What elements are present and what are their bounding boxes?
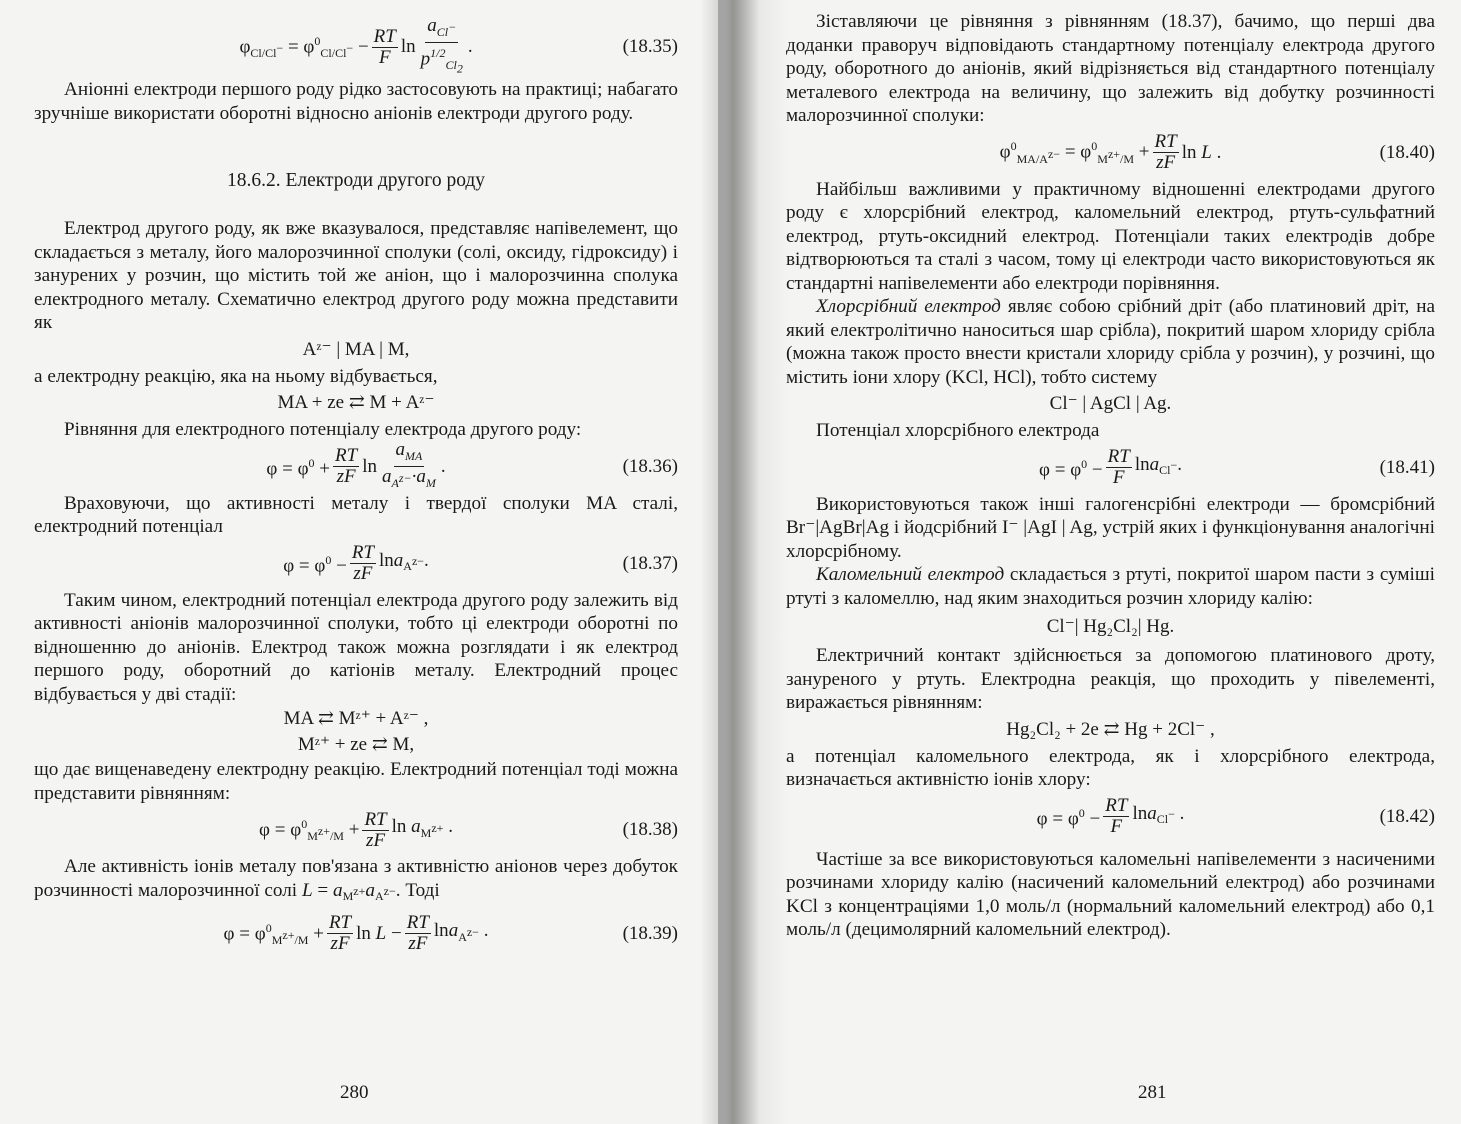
paragraph-halogen: Використовуються також інші галогенсрібні електроди — бромсрібний Br⁻|AgBr|Ag і йодсрібний I⁻ |AgI | Ag, устрій яких і функціонування аналогічні хлорсрібному. [786,493,1435,562]
equation-number: (18.40) [1379,141,1435,163]
paragraph-contact: Електричний контакт здійснюється за допомогою платинового дроту, зануреного у ртуть. Електродна реакція, що проходить у півелементі, виражається рівнянням: [786,645,1435,713]
left-page [0,0,718,1124]
paragraph-reaction: а електродну реакцію, яка на ньому відбувається, [34,365,438,387]
paragraph-anionic: Аніонні електроди першого роду рідко застосовують на практиці; набагато зручніше використати оборотні відносно аніонів електроди другого роду. [34,79,678,124]
paragraph-equation: Рівняння для електродного потенціалу електрода другого роду: [64,419,582,440]
equation-number: (18.38) [622,819,678,840]
equation-number: (18.37) [622,552,678,574]
paragraph-often: Частіше за все використовуються каломельні напівелементи з насиченими розчинами хлориду калію (насичений каломельний електрод) або розчинами KCl з концентраціями 1,0 моль/л (нормальний каломельний електрод) або 0,1 моль/л (децимолярний каломельний електрод). [786,848,1435,940]
term-silver-electrode: Хлорсрібний електрод [816,296,1001,317]
term-calomel-electrode: Каломельний електрод [816,564,1005,585]
equation-number: (18.39) [622,922,678,944]
paragraph-but: Але активність іонів металу пов'язана з активністю аніонов через добуток розчинності малорозчинної солі $L = a_{M^{z+}}a_{A^{z-}}$. Тоді [34,856,678,904]
section-heading: 18.6.2. Електроди другого роду [226,170,486,191]
paragraph-intro: Електрод другого роду, як вже вказувалося, представляє напівелемент, що складається з металу, його малорозчинної сполуки (солі, оксиду, гідроксиду) і занурених у розчин, що містить той же аніон, що і малорозчинна сполука електродного металу. Схематично електрод другого роду можна представити як [34,218,678,333]
paragraph-silver-potential: Потенціал хлорсрібного електрода [816,420,1100,441]
paragraph-calomel: Каломельний електрод складається з ртуті, покритої шаром пасти з суміші ртуті з каломеллю, над яким знаходиться розчин хлориду калію: [786,564,1435,609]
stage-1: MA ⇄ Mᶻ⁺ + Aᶻ⁻ , [283,708,429,729]
page-number: 280 [340,1082,369,1103]
equation-number: (18.42) [1379,805,1435,827]
paragraph-silver: Хлорсрібний електрод являє собою срібний дріт (або платиновий дріт, на який електролітично наноситься шар срібла), покритий шаром хлориду срібла (можна також просто внести кристали хлориду срібла у розчин), у розчині, що містить іони хлору (KCl, HCl), тобто систему [786,296,1435,388]
right-page [718,0,1461,1124]
calomel-reaction: Hg₂Cl₂ + 2e ⇄ Hg + 2Cl⁻ , [1006,718,1215,740]
calomel-scheme: Cl⁻| Hg₂Cl₂| Hg. [1046,616,1175,637]
paragraph-consider: Враховуючи, що активності металу і твердої сполуки MA сталі, електродний потенціал [34,492,678,537]
page-number: 281 [1138,1082,1167,1103]
silver-scheme: Cl⁻ | AgCl | Ag. [1049,393,1172,414]
stage-2: Mᶻ⁺ + ze ⇄ M, [297,734,415,755]
electrode-scheme: Aᶻ⁻ | MA | M, [302,338,410,360]
equation-18-42: $\varphi = \varphi^0$ − $\frac{RT}{F}$ lna$_{Cl^-}$ . (18.42) [1036,795,1435,837]
electrode-reaction: MA + ze ⇄ M + Aᶻ⁻ [277,392,435,413]
equation-18-36: $\varphi = \varphi^0$ + $\frac{RT}{zF}$ ln $\frac{a_{MA}}{a_{A^{z-}}\cdot a_M}$ . (18.36) [266,439,678,490]
equation-number: (18.41) [1379,456,1435,478]
equation-18-38: $\varphi = \varphi^0_{M^{z+}/M}$ + $\frac{RT}{zF}$ $\ln a_{M^{z+}}$ . (18.38) [259,808,678,851]
paragraph-thus: Таким чином, електродний потенціал електрода другого роду залежить від активності аніонів малорозчинної сполуки, тобто ці електроди оборотні по відношенню до аніонів. Електрод також можна розглядати і як електрод першого роду, оборотний до катіонів металу. Електродний процес відбувається у дві стадії: [34,589,678,705]
paragraph-important: Найбільш важливими у практичному відношенні електродами другого роду є хлорсрібний електрод, каломельний електрод, ртуть-сульфатний електрод, ртуть-оксидний електрод. Потенціали таких електродів добре відтворюються та сталі з часом, тому ці електроди часто використовуються як стандартні напівелементи або електроди порівняння. [786,178,1435,294]
equation-18-41: $\varphi = \varphi^0$ − $\frac{RT}{F}$ lna$_{Cl^-}$. (18.41) [1039,446,1435,488]
equation-18-40: $\varphi^0_{MA/A^{z-}} = \varphi^0_{M^{z+}/M}$ + $\frac{RT}{zF}$ ln L . (18.40) [999,131,1435,173]
equation-18-35: $\varphi_{Cl/Cl^-} = \varphi^0_{Cl/Cl^-}$ − $\frac{RT}{F}$ ln $\frac{a_{Cl^-}}{p^{1/2}_{Cl_2}}$ . (18.35) [239,14,678,76]
paragraph-calomel-potential: а потенціал каломельного електрода, як і хлорсрібного електрода, визначається активністю іонів хлору: [786,745,1435,790]
equation-18-39: $\varphi = \varphi^0_{M^{z+}/M}$ + $\frac{RT}{zF}$ ln L − $\frac{RT}{zF}$ lna$_{A^{z-}}$ . (18.39) [223,912,678,955]
equation-number: (18.35) [622,36,678,57]
equation-number: (18.36) [622,455,678,477]
paragraph-gives: що дає вищенаведену електродну реакцію. Електродний потенціал тоді можна представити рівнянням: [34,759,678,804]
paragraph-compare: Зіставляючи це рівняння з рівнянням (18.37), бачимо, що перші два доданки праворуч відповідають стандартному потенціалу електрода другого роду, оборотного до аніонів, який відрізняється від стандартного потенціалу металевого електрода на величину, що залежить від добутку розчинності малорозчинної сполуки: [786,11,1435,126]
equation-18-37: $\varphi = \varphi^0$ − $\frac{RT}{zF}$ lna$_{A^{z-}}$. (18.37) [283,542,678,584]
